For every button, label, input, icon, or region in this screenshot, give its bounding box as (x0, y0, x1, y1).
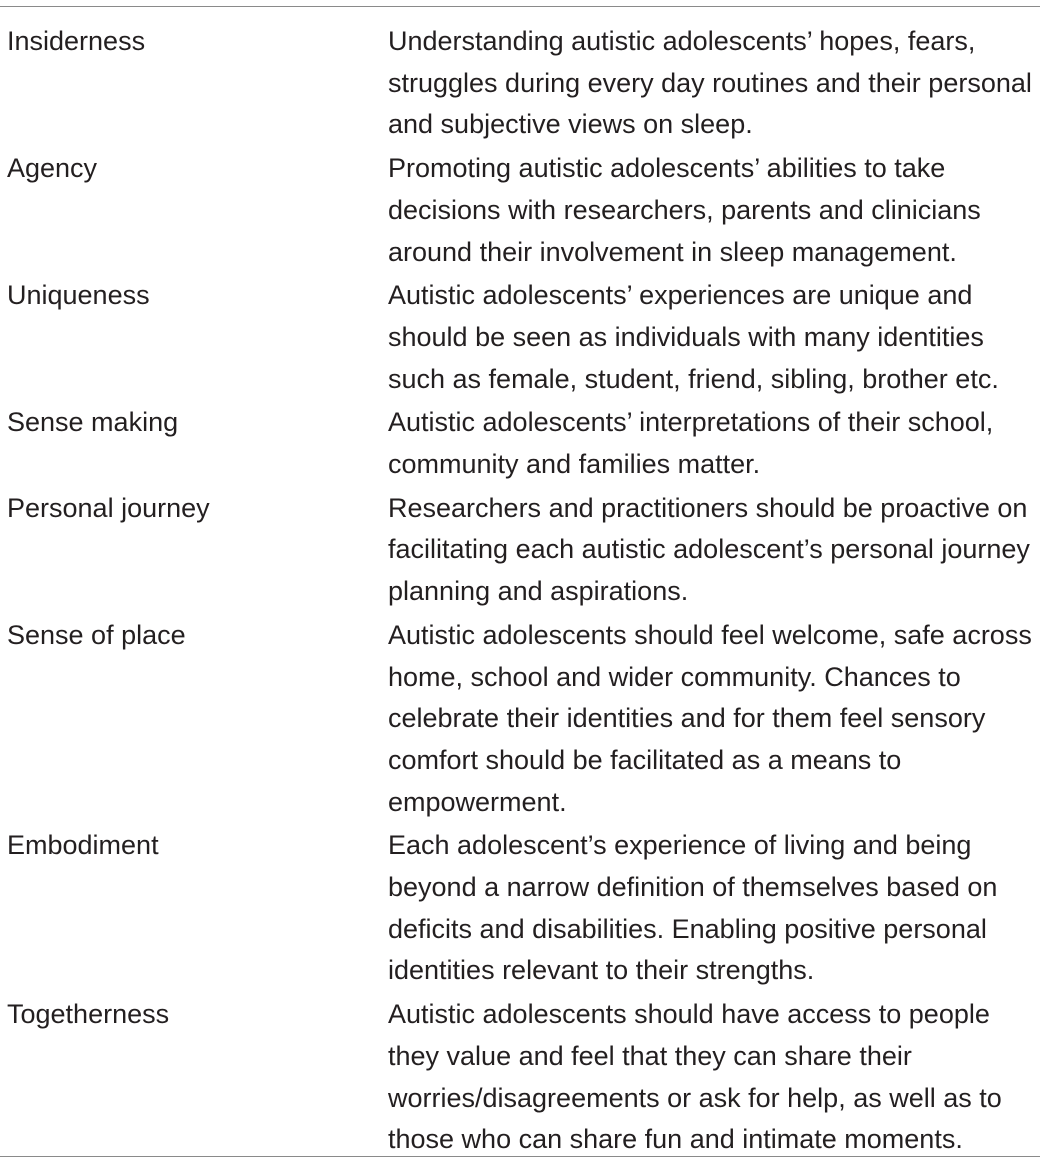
row-term: Sense of place (7, 619, 186, 650)
table-row (0, 488, 1040, 615)
table-row (0, 148, 1040, 275)
row-term: Sense making (7, 407, 179, 438)
table-bottom-rule (0, 1156, 1040, 1157)
row-description: Each adolescent’s experience of living and being beyond a narrow definition of themselves based on deficits and disabilities. Enabling positive personal identities relevant to their strengths. (388, 830, 998, 986)
row-term: Insiderness (7, 26, 146, 56)
table-top-rule (0, 6, 1040, 7)
row-term: Personal journey (7, 492, 210, 523)
table-body (0, 21, 1040, 1163)
row-term: Embodiment (7, 830, 159, 861)
table-row (0, 994, 1040, 1163)
table-row (0, 402, 1040, 487)
row-description: Autistic adolescents should have access to people they value and feel that they can share their worries/disagreements or ask for help, as well as to those who can share fun and intimate moments. (388, 999, 1002, 1155)
table-row (0, 21, 1040, 148)
row-term: Agency (7, 153, 98, 184)
table-row (0, 615, 1040, 826)
row-description: Autistic adolescents’ experiences are unique and should be seen as individuals with many identities such as female, student, friend, sibling, brother etc. (388, 280, 999, 394)
row-description: Autistic adolescents’ interpretations of their school, community and families matter. (388, 407, 994, 480)
row-description: Understanding autistic adolescents’ hopes, fears, struggles during every day routines and their personal and subjective views on sleep. (388, 26, 1032, 140)
row-description: Promoting autistic adolescents’ abilities to take decisions with researchers, parents and clinicians around their involvement in sleep management. (388, 153, 981, 267)
table-row (0, 825, 1040, 994)
table-row (0, 275, 1040, 402)
row-term: Uniqueness (7, 280, 150, 311)
row-description: Autistic adolescents should feel welcome, safe across home, school and wider community. Chances to celebrate their identities and for them feel sensory comfort should be facilitated as a means to empowerment. (388, 619, 1032, 817)
row-description: Researchers and practitioners should be proactive on facilitating each autistic adolescent’s personal journey planning and aspirations. (388, 492, 1030, 607)
row-term: Togetherness (7, 999, 170, 1030)
